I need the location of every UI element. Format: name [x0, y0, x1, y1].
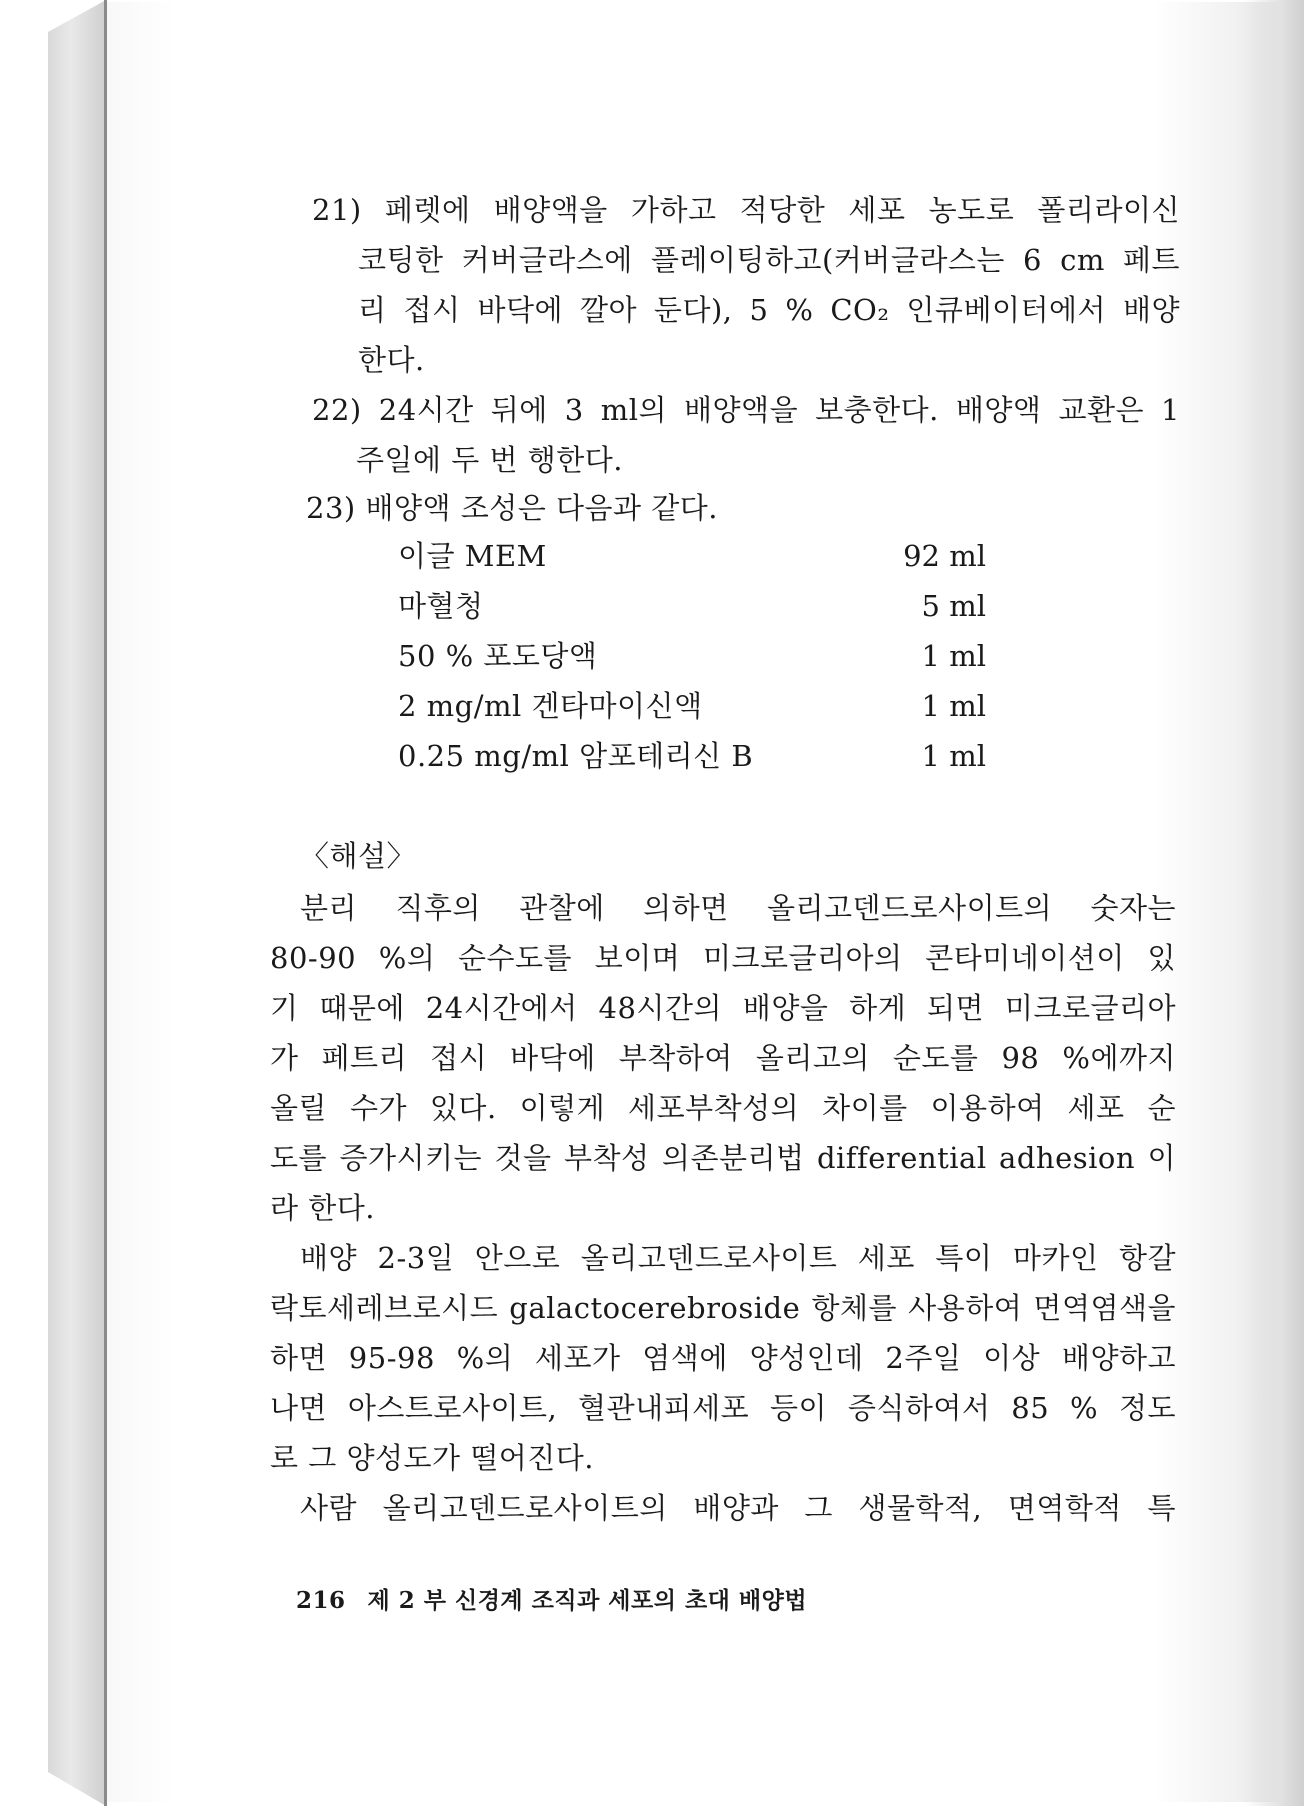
step-22-line-1: 22) 24시간 뒤에 3 ml의 배양액을 보충한다. 배양액 교환은 1 — [312, 393, 1180, 427]
commentary-line: 도를 증가시키는 것을 부착성 의존분리법 differential adhesion 이 — [270, 1141, 1176, 1175]
medium-name: 0.25 mg/ml 암포테리신 B — [398, 739, 754, 773]
commentary-line: 나면 아스트로사이트, 혈관내피세포 등이 증식하여서 85 % 정도 — [270, 1391, 1176, 1425]
commentary-line: 락토세레브로시드 galactocerebroside 항체를 사용하여 면역염색을 — [270, 1291, 1176, 1325]
step-21-line-4: 한다. — [358, 343, 425, 377]
step-22-line-2: 주일에 두 번 행한다. — [356, 443, 623, 477]
running-title: 제 2 부 신경계 조직과 세포의 초대 배양법 — [367, 1587, 808, 1614]
commentary-line: 기 때문에 24시간에서 48시간의 배양을 하게 되면 미크로글리아 — [270, 991, 1176, 1025]
commentary-heading: 〈해설〉 — [300, 839, 417, 873]
commentary-line: 라 한다. — [270, 1191, 375, 1225]
page-footer — [296, 1586, 807, 1616]
medium-name: 2 mg/ml 겐타마이신액 — [398, 689, 703, 723]
step-21-line-2: 코팅한 커버글라스에 플레이팅하고(커버글라스는 6 cm 페트 — [358, 243, 1180, 277]
page-number: 216 — [296, 1587, 346, 1614]
commentary-line: 배양 2-3일 안으로 올리고덴드로사이트 세포 특이 마카인 항갈 — [300, 1241, 1176, 1275]
commentary-line: 사람 올리고덴드로사이트의 배양과 그 생물학적, 면역학적 특 — [300, 1491, 1176, 1525]
commentary-line: 분리 직후의 관찰에 의하면 올리고덴드로사이트의 숫자는 — [300, 891, 1176, 925]
step-23-line: 23) 배양액 조성은 다음과 같다. — [306, 491, 718, 525]
step-21-line-3: 리 접시 바닥에 깔아 둔다), 5 % CO₂ 인큐베이터에서 배양 — [358, 293, 1180, 327]
commentary-line: 로 그 양성도가 떨어진다. — [270, 1441, 595, 1475]
medium-amount: 1 ml — [921, 639, 986, 673]
commentary-line: 하면 95-98 %의 세포가 염색에 양성인데 2주일 이상 배양하고 — [270, 1341, 1176, 1375]
commentary-line: 올릴 수가 있다. 이렇게 세포부착성의 차이를 이용하여 세포 순 — [270, 1091, 1176, 1125]
medium-name: 마혈청 — [398, 589, 484, 623]
medium-amount: 1 ml — [921, 739, 986, 773]
commentary-line: 가 페트리 접시 바닥에 부착하여 올리고의 순도를 98 %에까지 — [270, 1041, 1176, 1075]
commentary-line: 80-90 %의 순수도를 보이며 미크로글리아의 콘타미네이션이 있 — [270, 941, 1176, 975]
medium-name: 이글 MEM — [398, 539, 547, 573]
medium-name: 50 % 포도당액 — [398, 639, 598, 673]
medium-amount: 1 ml — [921, 689, 986, 723]
medium-amount: 92 ml — [903, 539, 986, 573]
medium-amount: 5 ml — [921, 589, 986, 623]
step-21-line-1: 21) 페렛에 배양액을 가하고 적당한 세포 농도로 폴리라이신 — [312, 193, 1180, 227]
